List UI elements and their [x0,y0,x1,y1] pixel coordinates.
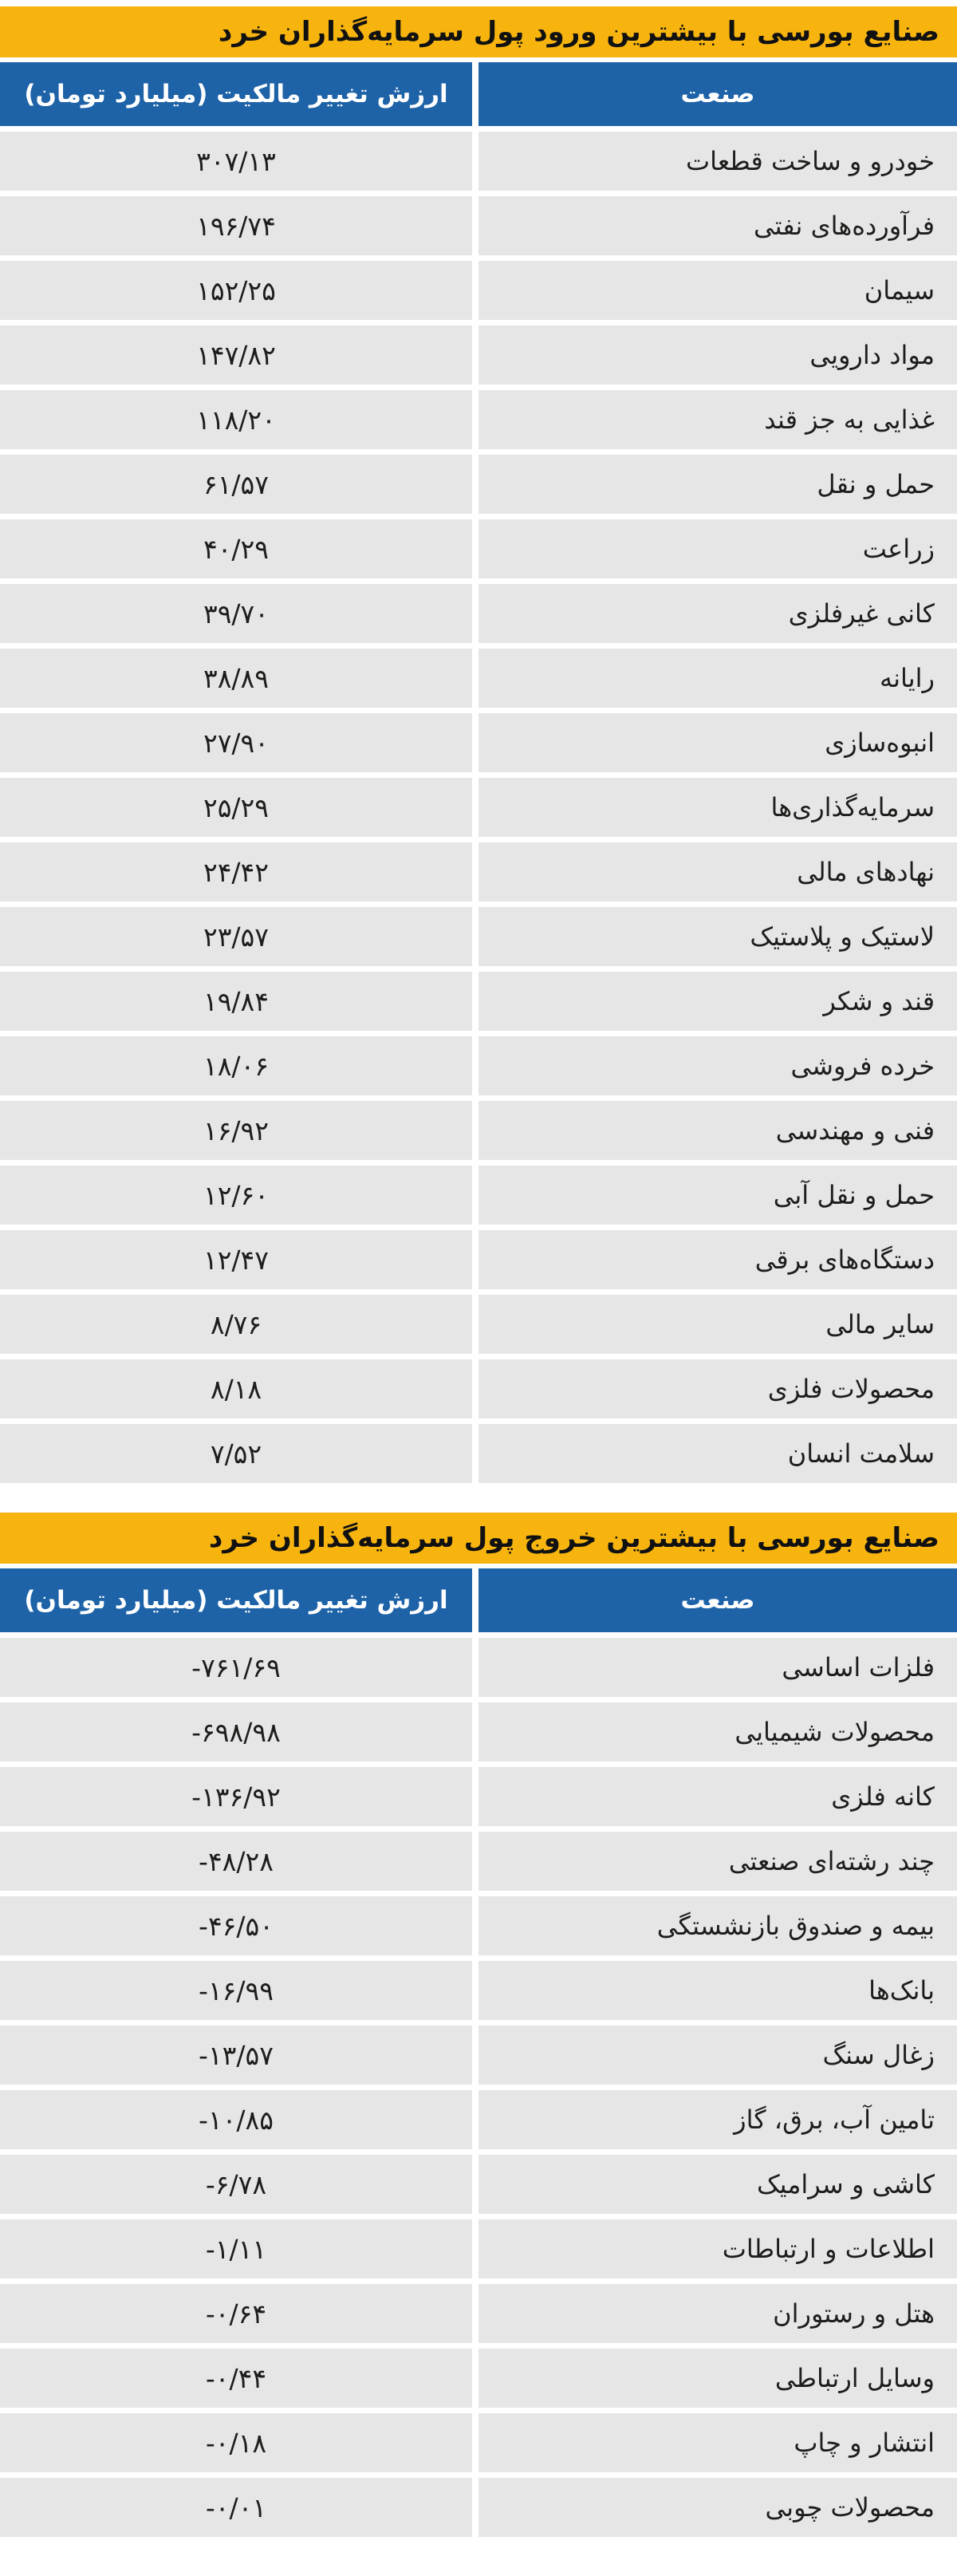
table-row [0,325,957,385]
value-cell: ۷/۵۲ [0,1424,472,1483]
value-cell: -۱۰/۸۵ [0,2090,472,2149]
value-cell: ۱۲/۶۰ [0,1166,472,1225]
industry-cell: بیمه و صندوق بازنشستگی [478,1896,957,1955]
industry-cell: حمل و نقل [478,455,957,514]
industry-cell: قند و شکر [478,972,957,1031]
table-row [0,1638,957,1697]
table-row [0,455,957,514]
inflow-rows [0,132,957,1483]
value-cell: ۱۹۶/۷۴ [0,196,472,255]
value-cell: ۱۸/۰۶ [0,1036,472,1095]
industry-cell: انتشار و چاپ [478,2413,957,2472]
industry-cell: کانی غیرفلزی [478,584,957,643]
table-row [0,842,957,901]
value-cell: -۱۶/۹۹ [0,1961,472,2020]
industry-cell: محصولات شیمیایی [478,1702,957,1761]
table-row [0,132,957,191]
value-cell: ۶۱/۵۷ [0,455,472,514]
industry-cell: خرده فروشی [478,1036,957,1095]
inflow-header-row [0,62,957,126]
industry-cell: اطلاعات و ارتباطات [478,2219,957,2278]
table-row [0,519,957,578]
value-cell: ۱۵۲/۲۵ [0,261,472,320]
outflow-rows [0,1638,957,2537]
industry-cell: انبوه‌سازی [478,713,957,772]
value-cell: ۲۷/۹۰ [0,713,472,772]
industry-cell: فرآورده‌های نفتی [478,196,957,255]
table-row [0,2155,957,2214]
industry-cell: محصولات فلزی [478,1359,957,1418]
table-row [0,778,957,837]
industry-cell: نهادهای مالی [478,842,957,901]
table-row [0,2219,957,2278]
table-row [0,1166,957,1225]
value-cell: ۳۰۷/۱۳ [0,132,472,191]
outflow-header-industry: صنعت [478,1568,957,1632]
industry-cell: سلامت انسان [478,1424,957,1483]
value-cell: -۱۳/۵۷ [0,2026,472,2085]
industry-cell: فنی و مهندسی [478,1101,957,1160]
inflow-header-value: ارزش تغییر مالکیت (میلیارد تومان) [0,62,472,126]
table-row [0,2413,957,2472]
value-cell: -۴۶/۵۰ [0,1896,472,1955]
table-row [0,1424,957,1483]
table-row [0,1359,957,1418]
value-cell: ۱۱۸/۲۰ [0,390,472,449]
table-row [0,261,957,320]
industry-cell: کاشی و سرامیک [478,2155,957,2214]
industry-cell: لاستیک و پلاستیک [478,907,957,966]
table-row [0,1832,957,1891]
table-row [0,1036,957,1095]
value-cell: ۲۵/۲۹ [0,778,472,837]
table-row [0,713,957,772]
table-row [0,2478,957,2537]
industry-cell: فلزات اساسی [478,1638,957,1697]
industry-cell: خودرو و ساخت قطعات [478,132,957,191]
value-cell: -۱/۱۱ [0,2219,472,2278]
table-row [0,907,957,966]
table-row [0,1896,957,1955]
value-cell: -۰/۱۸ [0,2413,472,2472]
industry-cell: زغال سنگ [478,2026,957,2085]
table-row [0,649,957,708]
industry-cell: زراعت [478,519,957,578]
industry-cell: چند رشته‌ای صنعتی [478,1832,957,1891]
value-cell: ۸/۱۸ [0,1359,472,1418]
outflow-title: صنایع بورسی با بیشترین خروج پول سرمایه‌گذاران خرد [0,1506,957,1564]
table-row [0,1767,957,1826]
value-cell: -۶۹۸/۹۸ [0,1702,472,1761]
value-cell: -۷۶۱/۶۹ [0,1638,472,1697]
value-cell: -۰/۴۴ [0,2349,472,2408]
industry-cell: غذایی به جز قند [478,390,957,449]
table-row [0,1101,957,1160]
industry-cell: رایانه [478,649,957,708]
value-cell: ۸/۷۶ [0,1295,472,1354]
value-cell: ۱۹/۸۴ [0,972,472,1031]
value-cell: -۴۸/۲۸ [0,1832,472,1891]
value-cell: ۳۹/۷۰ [0,584,472,643]
outflow-header-value: ارزش تغییر مالکیت (میلیارد تومان) [0,1568,472,1632]
table-row [0,972,957,1031]
value-cell: ۲۳/۵۷ [0,907,472,966]
value-cell: ۲۴/۴۲ [0,842,472,901]
value-cell: -۰/۰۱ [0,2478,472,2537]
table-row [0,390,957,449]
table-row [0,1230,957,1289]
table-row [0,1961,957,2020]
inflow-header-industry: صنعت [478,62,957,126]
table-row [0,2026,957,2085]
value-cell: -۶/۷۸ [0,2155,472,2214]
outflow-table [0,1506,957,2537]
industry-cell: محصولات چوبی [478,2478,957,2537]
value-cell: ۳۸/۸۹ [0,649,472,708]
outflow-header-row [0,1568,957,1632]
table-row [0,584,957,643]
industry-cell: سرمایه‌گذاری‌ها [478,778,957,837]
table-row [0,1295,957,1354]
industry-cell: هتل و رستوران [478,2284,957,2343]
industry-cell: سیمان [478,261,957,320]
table-row [0,196,957,255]
value-cell: ۱۲/۴۷ [0,1230,472,1289]
industry-cell: وسایل ارتباطی [478,2349,957,2408]
industry-cell: مواد دارویی [478,325,957,385]
value-cell: -۱۳۶/۹۲ [0,1767,472,1826]
industry-cell: بانک‌ها [478,1961,957,2020]
table-row [0,1702,957,1761]
value-cell: -۰/۶۴ [0,2284,472,2343]
industry-cell: دستگاه‌های برقی [478,1230,957,1289]
industry-cell: حمل و نقل آبی [478,1166,957,1225]
inflow-title: صنایع بورسی با بیشترین ورود پول سرمایه‌گذاران خرد [0,0,957,57]
table-row [0,2349,957,2408]
table-row [0,2284,957,2343]
table-row [0,2090,957,2149]
industry-cell: کانه فلزی [478,1767,957,1826]
value-cell: ۱۶/۹۲ [0,1101,472,1160]
industry-cell: تامین آب، برق، گاز [478,2090,957,2149]
value-cell: ۴۰/۲۹ [0,519,472,578]
value-cell: ۱۴۷/۸۲ [0,325,472,385]
industry-cell: سایر مالی [478,1295,957,1354]
